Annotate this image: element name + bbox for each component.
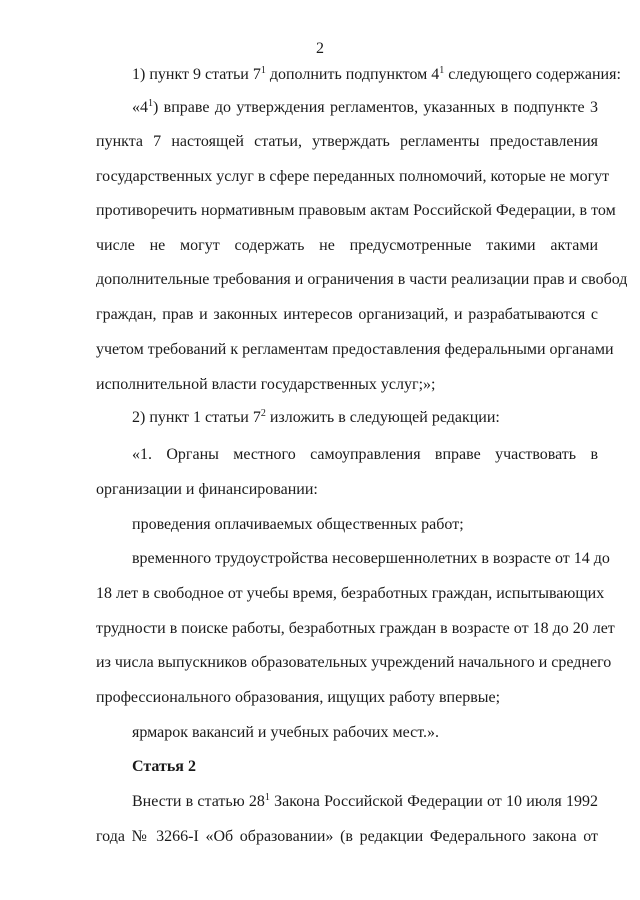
text-line: дополнительные требования и ограничения в части реализации прав и свобод bbox=[96, 271, 628, 288]
paragraph-job-fairs: ярмарок вакансий и учебных рабочих мест.». bbox=[132, 724, 439, 741]
text-line: года № 3266-I «Об образовании» (в редакции Федерального закона от bbox=[96, 828, 598, 845]
text-line: учетом требований к регламентам предоставления федеральными органами bbox=[96, 341, 614, 358]
paragraph-new-text-first-line: «1. Органы местного самоуправления вправе участвовать в bbox=[132, 446, 598, 463]
text-line: профессионального образования, ищущих работу впервые; bbox=[96, 689, 501, 706]
paragraph-employment-first-line: временного трудоустройства несовершеннолетних в возрасте от 14 до bbox=[132, 550, 610, 567]
text-line: исполнительной власти государственных услуг;»; bbox=[96, 376, 436, 393]
paragraph-subitem-first-line: «$4^1$) вправе до утверждения регламентов, указанных в подпункте 3 bbox=[132, 98, 598, 116]
paragraph-amendment-2: 2) пункт 1 статьи $7^2$ изложить в следующей редакции: bbox=[132, 408, 500, 426]
text-line: граждан, прав и законных интересов организаций, и разрабатываются с bbox=[96, 306, 598, 323]
page-number: 2 bbox=[316, 40, 324, 57]
text-line: трудности в поиске работы, безработных граждан в возрасте от 18 до 20 лет bbox=[96, 620, 615, 637]
text-line: организации и финансировании: bbox=[96, 481, 318, 498]
text-line: из числа выпускников образовательных учреждений начального и среднего bbox=[96, 654, 612, 671]
text-line: государственных услуг в сфере переданных полномочий, которые не могут bbox=[96, 168, 610, 185]
article-heading: Статья 2 bbox=[132, 758, 196, 775]
text-line: противоречить нормативным правовым актам Российской Федерации, в том bbox=[96, 202, 616, 219]
text-line: 18 лет в свободное от учебы время, безработных граждан, испытывающих bbox=[96, 585, 605, 602]
paragraph-amendment-1: 1) пункт 9 статьи $7^1$ дополнить подпунктом $4^1$ следующего содержания: bbox=[132, 65, 621, 83]
paragraph-article-2-first-line: Внести в статью $28^1$ Закона Российской Федерации от 10 июля 1992 bbox=[132, 792, 598, 810]
paragraph-public-works: проведения оплачиваемых общественных работ; bbox=[132, 516, 464, 533]
text-line: пункта 7 настоящей статьи, утверждать регламенты предоставления bbox=[96, 133, 598, 150]
text-line: числе не могут содержать не предусмотренные такими актами bbox=[96, 237, 598, 254]
